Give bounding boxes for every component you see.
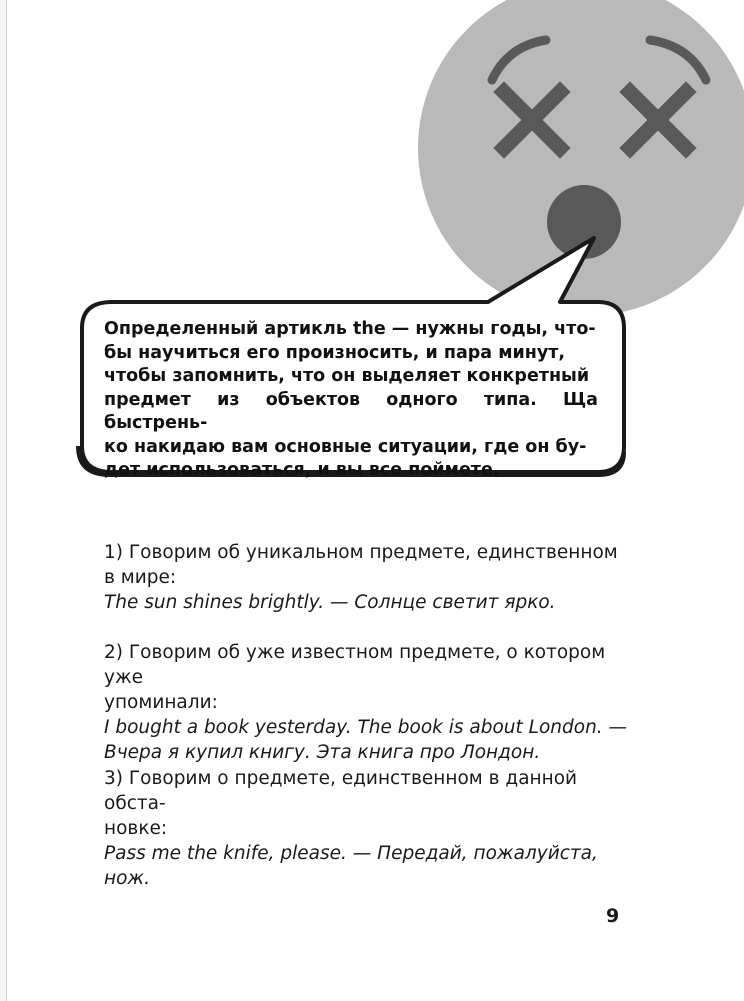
rule-lead: 3) Говорим о предмете, единственном в данной обста- (104, 768, 578, 814)
rule-lead: 1) Говорим об уникальном предмете, единственном (104, 542, 618, 563)
rule-lead: новке: (104, 818, 168, 839)
rule-example: I bought a book yesterday. The book is about London. — (104, 717, 628, 738)
rule-section-2 (104, 640, 632, 765)
bubble-line: предмет из объектов одного типа. Ща быстрень- (104, 389, 598, 433)
bubble-line: Определенный артикль the — нужны годы, что- (104, 319, 596, 339)
rule-example: Вчера я купил книгу. Эта книга про Лондон. (104, 742, 541, 763)
bubble-line: ко накидаю вам основные ситуации, где он бу- (104, 436, 587, 457)
page-number: 9 (606, 905, 620, 927)
bubble-line: бы научиться его произносить, и пара минут, (104, 342, 566, 363)
rule-section-3 (104, 766, 632, 891)
rule-lead: упоминали: (104, 692, 218, 713)
rule-lead: в мире: (104, 567, 177, 588)
speech-bubble-text (104, 318, 598, 483)
rule-example: Pass me the knife, please. — Передай, пожалуйста, (104, 843, 598, 864)
bubble-line: дет использоваться, и вы все поймете. (104, 460, 500, 480)
bubble-line: чтобы запомнить, что он выделяет конкретный (104, 366, 590, 386)
rule-example: The sun shines brightly. — Солнце светит ярко. (104, 592, 556, 613)
emoji-face (418, 0, 744, 316)
rule-lead: 2) Говорим об уже известном предмете, о котором уже (104, 642, 606, 688)
rule-section-1 (104, 540, 632, 615)
rule-example: нож. (104, 868, 150, 889)
